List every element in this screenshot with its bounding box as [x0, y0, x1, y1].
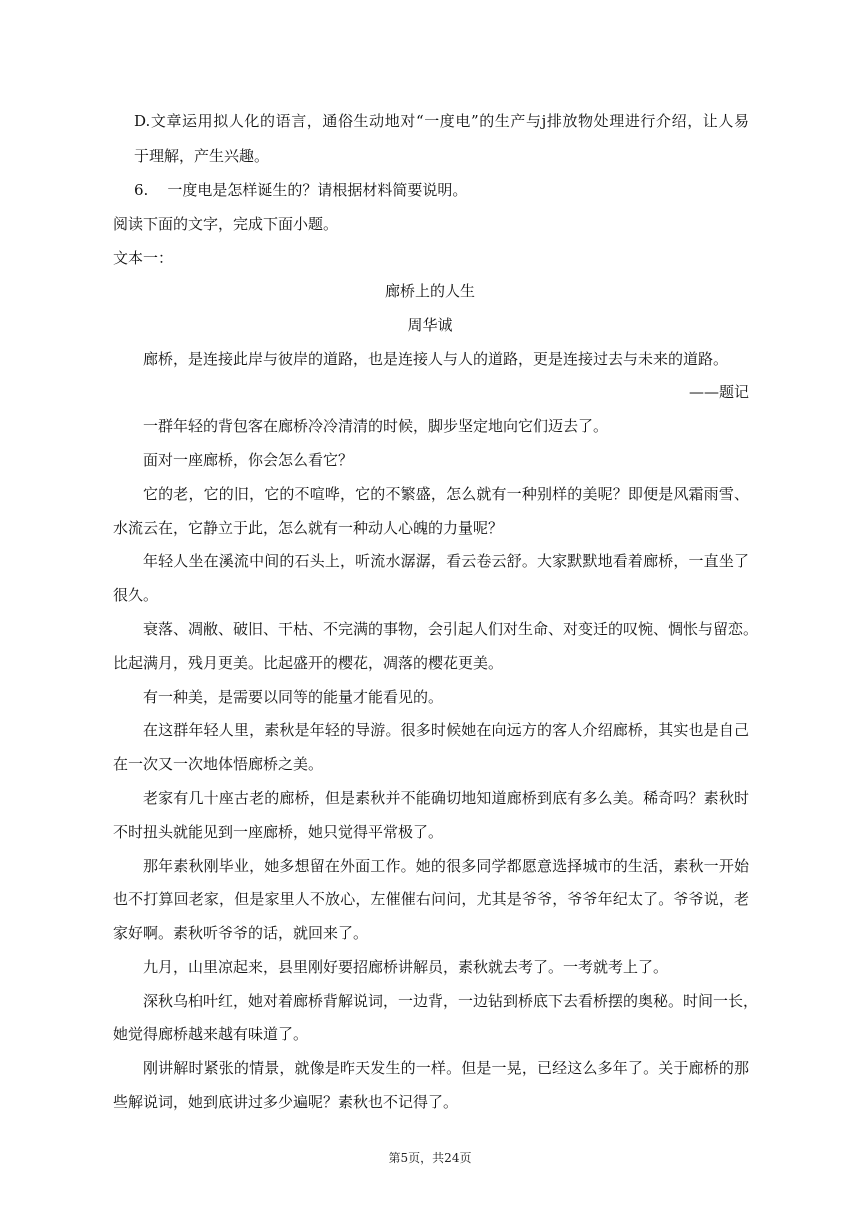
epigraph: 廊桥，是连接此岸与彼岸的道路，也是连接人与人的道路，更是连接过去与未来的道路。	[143, 350, 729, 368]
paragraph-line: 在这群年轻人里，素秋是年轻的导游。很多时候她在向远方的客人介绍廊桥，其实也是自己	[143, 721, 749, 739]
paragraph-line: 不时扭头就能见到一座廊桥，她只觉得平常极了。	[113, 823, 444, 841]
paragraph-line: 面对一座廊桥，你会怎么看它？	[143, 451, 354, 469]
question-number: 6.	[134, 181, 149, 199]
paragraph-line: 年轻人坐在溪流中间的石头上，听流水潺潺，看云卷云舒。大家默默地看着廊桥，一直坐了	[143, 552, 749, 570]
paragraph-line: 有一种美，是需要以同等的能量才能看见的。	[143, 688, 444, 706]
page-number: 第5页，共24页	[388, 1151, 472, 1165]
paragraph-line: 一群年轻的背包客在廊桥冷冷清清的时候，脚步坚定地向它们迈去了。	[143, 417, 609, 435]
paragraph-line: 它的老，它的旧，它的不喧哗，它的不繁盛，怎么就有一种别样的美呢？即便是风霜雨雪、	[143, 485, 749, 503]
paragraph-line: 刚讲解时紧张的情景，就像是昨天发生的一样。但是一晃，已经这么多年了。关于廊桥的那	[143, 1059, 749, 1077]
paragraph-line: 衰落、凋敝、破旧、干枯、不完满的事物，会引起人们对生命、对变迁的叹惋、惆怅与留恋。	[143, 620, 759, 638]
paragraph-line: 些解说词，她到底讲过多少遍呢？素秋也不记得了。	[113, 1093, 459, 1111]
paragraph-line: 深秋乌桕叶红，她对着廊桥背解说词，一边背，一边钻到桥底下去看桥摆的奥秘。时间一长，	[143, 992, 759, 1010]
article-author: 周华诚	[407, 316, 453, 334]
text-label: 文本一：	[113, 249, 174, 267]
paragraph-line: 九月，山里凉起来，县里刚好要招廊桥讲解员，素秋就去考了。一考就考上了。	[143, 958, 669, 976]
paragraph-line: 很久。	[113, 586, 159, 604]
option-d-line-2: 于理解，产生兴趣。	[134, 147, 270, 165]
reading-instruction: 阅读下面的文字，完成下面小题。	[113, 215, 339, 233]
paragraph-line: 在一次又一次地体悟廊桥之美。	[113, 755, 324, 773]
paragraph-line: 也不打算回老家，但是家里人不放心，左催催右问问，尤其是爷爷，爷爷年纪太了。爷爷说，老	[113, 890, 749, 908]
paragraph-line: 比起满月，残月更美。比起盛开的樱花，凋落的樱花更美。	[113, 654, 504, 672]
option-d-line-1: D.文章运用拟人化的语言，通俗生动地对“一度电”的生产与j排放物处理进行介绍，让人易	[134, 112, 749, 130]
paragraph-line: 她觉得廊桥越来越有味道了。	[113, 1025, 309, 1043]
paragraph-line: 那年素秋刚毕业，她多想留在外面工作。她的很多同学都愿意选择城市的生活，素秋一开始	[143, 857, 749, 875]
article-title: 廊桥上的人生	[384, 282, 475, 300]
paragraph-line: 水流云在，它静立于此，怎么就有一种动人心魄的力量呢？	[113, 519, 504, 537]
paragraph-line: 老家有几十座古老的廊桥，但是素秋并不能确切地知道廊桥到底有多么美。稀奇吗？素秋时	[143, 789, 749, 807]
paragraph-line: 家好啊。素秋听爷爷的话，就回来了。	[113, 924, 369, 942]
question-text: 一度电是怎样诞生的？请根据材料简要说明。	[167, 181, 468, 199]
epigraph-note: ——题记	[688, 383, 749, 401]
question-6	[134, 180, 467, 200]
